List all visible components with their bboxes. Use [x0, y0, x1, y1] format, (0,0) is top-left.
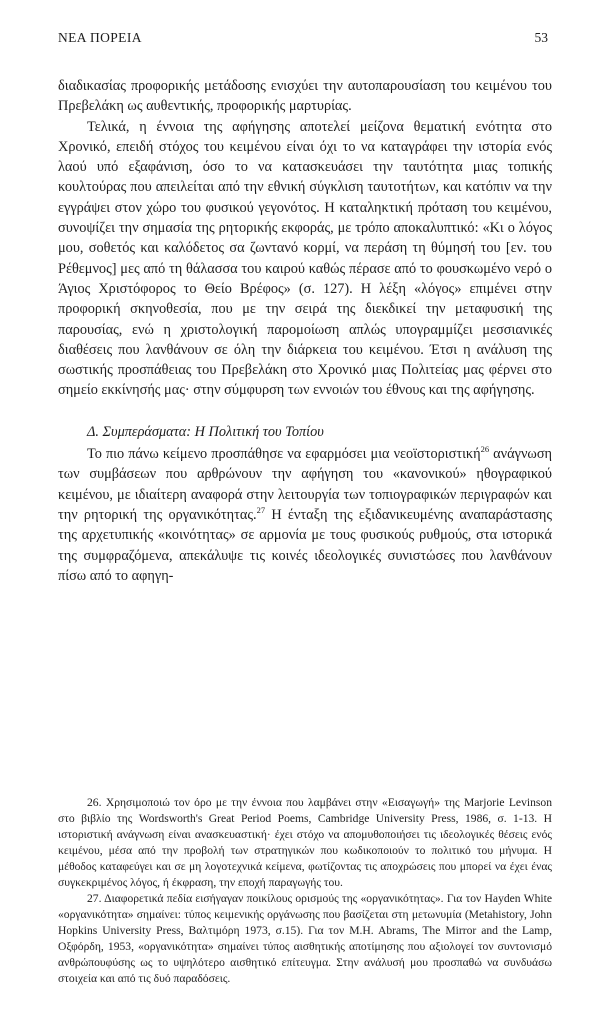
paragraph-continued: διαδικασίας προφορικής μετάδοσης ενισχύει την αυτοπαρουσίαση του κειμένου του Πρεβελάκη ως αυθεντικής, προφορικής μαρτυρίας. — [58, 78, 552, 115]
paragraph-text-1: Το πιο πάνω κείμενο προσπάθησε να εφαρμόσει μια νεοϊστοριστική — [87, 446, 481, 463]
footnote-ref-27[interactable]: 27 — [256, 505, 266, 516]
paragraph-conclusions — [58, 444, 552, 586]
footnote-27: 27. Διαφορετικά πεδία εισήγαγαν ποικίλους ορισμούς της «οργανικότητας». Για τον Hayden White «οργανικότητα» σημαίνει: τύπος κειμενικής οργάνωσης που βασίζεται στη μετωνυμία (Metahistory, John Hopkins University Press, Βαλτιμόρη 1973, σ.15). Για τον M.H. Abrams, The Mirror and the Lamp, Οξφόρδη, 1953, «οργανικότητα» σημαίνει τύπος αισθητικής αποτίμησης που αξιολογεί τον συντονισμό ανθρώπουφύσης ως το υψηλότερο αισθητικό επίτευγμα. Στην ανάλυσή μου προσπαθώ να συνδυάσω στοιχεία και από τις δυό παραδόσεις. — [58, 892, 552, 985]
page-number: 53 — [534, 30, 548, 45]
footnotes — [58, 795, 552, 987]
footnote-26: 26. Χρησιμοποιώ τον όρο με την έννοια που λαμβάνει στην «Εισαγωγή» της Marjorie Levinson στο βιβλίο της Wordsworth's Great Period Poems, Cambridge University Press, 1986, σ. 1-13. Η ιστοριστική ανάγνωση είναι ανασκευαστική· έχει στόχο να απομυθοποιήσει τις ιδεολογικές θέσεις ενός κειμένου, μέσα από την προβολή των στρατηγικών που κωδικοποιούν το πολιτικό του μήνυμα. Η μέθοδος καταφεύγει και σε μη λογοτεχνικά κείμενα, φωτίζοντας τις αποχρώσεις που μπορεί να έχει ένας συγκεκριμένος λόγος, ή έκφραση, την εποχή παραγωγής του. — [58, 796, 552, 889]
main-text — [58, 76, 552, 586]
paragraph-text-3: Η ένταξη της εξιδανικευμένης αναπαράστασης της αρχετυπικής «κοινότητας» σε αρμονία με τους φυσικούς ρυθμούς, στα ιστορικά της συμφραζόμενα, απεκάλυψε τις κοινές ιδεολογικές συνιστώσες που λανθάνουν πίσω από το αφηγη- — [58, 506, 552, 584]
running-title: ΝΕΑ ΠΟΡΕΙΑ — [58, 30, 142, 45]
paragraph-text-2: ανάγνωση των συμβάσεων που αρθρώνουν την αφήγηση του «κανονικού» ηθογραφικού κειμένου, με ιδιαίτερη αναφορά στην λειτουργία των τοπιογραφικών περιγραφών και την ρητορική της οργανικότητας. — [58, 446, 552, 523]
paragraph-narration: Τελικά, η έννοια της αφήγησης αποτελεί μείζονα θεματική ενότητα στο Χρονικό, επειδή στόχος του κειμένου είναι όχι το να καταγράφει την ιστορία ενός λαού υπό εξαφάνιση, όσο το να κατασκευάσει την ταυτότητα μιας τοπικής κουλτούρας που απειλείται από την εθνική σύγκλιση ταυτοτήτων, και κατόπιν να την εγγράψει στον χώρο του φυσικού γεγονότος. Η καταληκτική πρόταση του κειμένου, συνοψίζει την σημασία της ρητορικής εκφοράς, με τρόπο αποκαλυπτικό: «Κι ο λόγος μου, σοθετός και καλόδετος σα ζωντανό κορμί, να περάση τη θύμησή του [εν. του Ρέθεμνος] μες από τη θάλασσα του καιρού καθώς πέρασε από το φουσκωμένο νερό ο Άγιος Χριστόφορος το Θείο Βρέφος» (σ. 127). Η λέξη «λόγος» επιμένει στην προφορική σκηνοθεσία, που με την σειρά της διεκδικεί την μεταφυσική της παρουσίας, ενώ η χριστολογική παρομοίωση απλώς υπογραμμίζει μεσσιανικές διαθέσεις που λανθάνουν σε όλη την διάρκεια του κειμένου. Έτσι η ανάλυση της σωστικής προσπάθειας του Πρεβελάκη στο Χρονικό μιας Πολιτείας μας φέρνει στο σημείο εκκίνησής μας· στην σύμφυρση των εννοιών του έθνους και της αφήγησης. — [58, 118, 552, 399]
section-heading: Δ. Συμπεράσματα: Η Πολιτική του Τοπίου — [87, 423, 324, 440]
footnote-ref-26[interactable]: 26 — [480, 444, 490, 455]
